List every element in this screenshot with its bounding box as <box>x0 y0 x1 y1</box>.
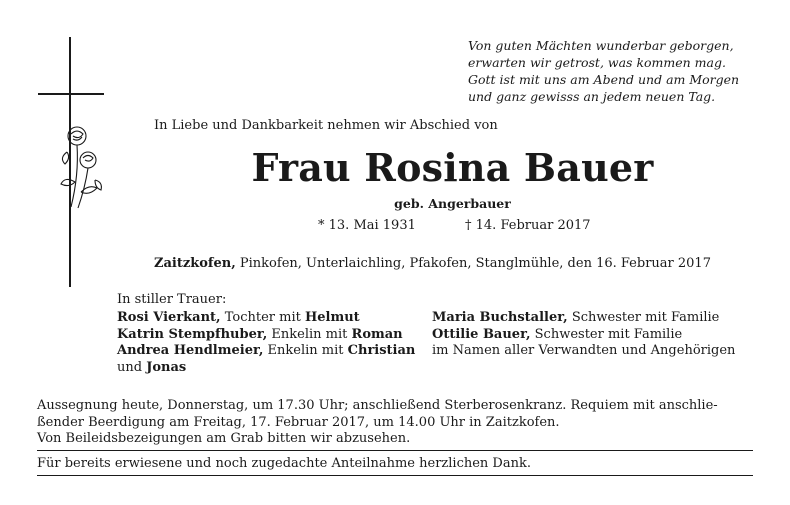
divider <box>37 475 753 476</box>
divider <box>37 450 753 451</box>
mourner-entry <box>117 327 415 344</box>
mourner-relation: Enkelin mit <box>263 343 348 358</box>
mourner-name: Andrea Hendlmeier, <box>117 343 264 358</box>
mourners-right-column <box>432 310 735 360</box>
mourner-entry <box>117 310 415 327</box>
poem-line: erwarten wir getrost, was kommen mag. <box>468 55 726 70</box>
mourner-name: Rosi Vierkant, <box>117 310 221 325</box>
mourner-relation: im Namen aller Verwandten und Angehörigen <box>432 343 736 358</box>
mourner-partner: Christian <box>347 343 416 358</box>
mourner-entry <box>432 327 735 344</box>
mourner-entry <box>117 360 415 377</box>
deceased-name: Frau Rosina Bauer <box>251 145 654 190</box>
funeral-line: Von Beileidsbezeigungen am Grab bitten wir abzusehen. <box>37 431 411 446</box>
mourner-entry <box>117 343 415 360</box>
mourners-left-column <box>117 310 415 376</box>
mourner-relation: Enkelin mit <box>267 326 352 342</box>
poem-line: Gott ist mit uns am Abend und am Morgen <box>468 72 740 87</box>
thanks-text: Für bereits erwiesene und noch zugedachte Anteilnahme herzlichen Dank. <box>37 456 531 471</box>
mourner-entry <box>432 310 735 327</box>
poem-line: Von guten Mächten wunderbar geborgen, <box>468 38 734 53</box>
mourner-partner: Helmut <box>304 310 360 325</box>
mourner-relation: Schwester mit Familie <box>530 326 683 342</box>
cross-horizontal-bar <box>38 93 104 95</box>
poem-line: und ganz gewisss an jedem neuen Tag. <box>468 89 716 104</box>
other-places: Pinkofen, Unterlaichling, Pfakofen, Stanglmühle, den 16. Februar 2017 <box>235 256 711 271</box>
mourner-name: Katrin Stempfhuber, <box>117 326 268 342</box>
birth-date: * 13. Mai 1931 <box>318 218 416 233</box>
places-line <box>154 256 711 271</box>
mourner-partner: Jonas <box>146 359 187 375</box>
mourners-heading: In stiller Trauer: <box>117 292 227 307</box>
poem <box>468 37 768 105</box>
mourner-relation: Tochter mit <box>220 310 305 325</box>
mourner-relation: und <box>117 359 147 375</box>
funeral-line: Aussegnung heute, Donnerstag, um 17.30 Uhr; anschließend Sterberosenkranz. Requiem mit anschlie- <box>37 398 718 413</box>
mourner-entry <box>432 343 735 360</box>
funeral-line: ßender Beerdigung am Freitag, 17. Februar 2017, um 14.00 Uhr in Zaitzkofen. <box>37 414 560 430</box>
mourner-name: Maria Buchstaller, <box>432 310 568 325</box>
birth-name: geb. Angerbauer <box>394 196 511 211</box>
funeral-details <box>37 398 757 448</box>
mourner-partner: Roman <box>351 326 403 342</box>
main-place: Zaitzkofen, <box>154 256 236 271</box>
intro-text: In Liebe und Dankbarkeit nehmen wir Abschied von <box>154 118 498 133</box>
death-date: † 14. Februar 2017 <box>465 218 591 233</box>
mourner-name: Ottilie Bauer, <box>432 326 531 342</box>
mourner-relation: Schwester mit Familie <box>567 310 720 325</box>
